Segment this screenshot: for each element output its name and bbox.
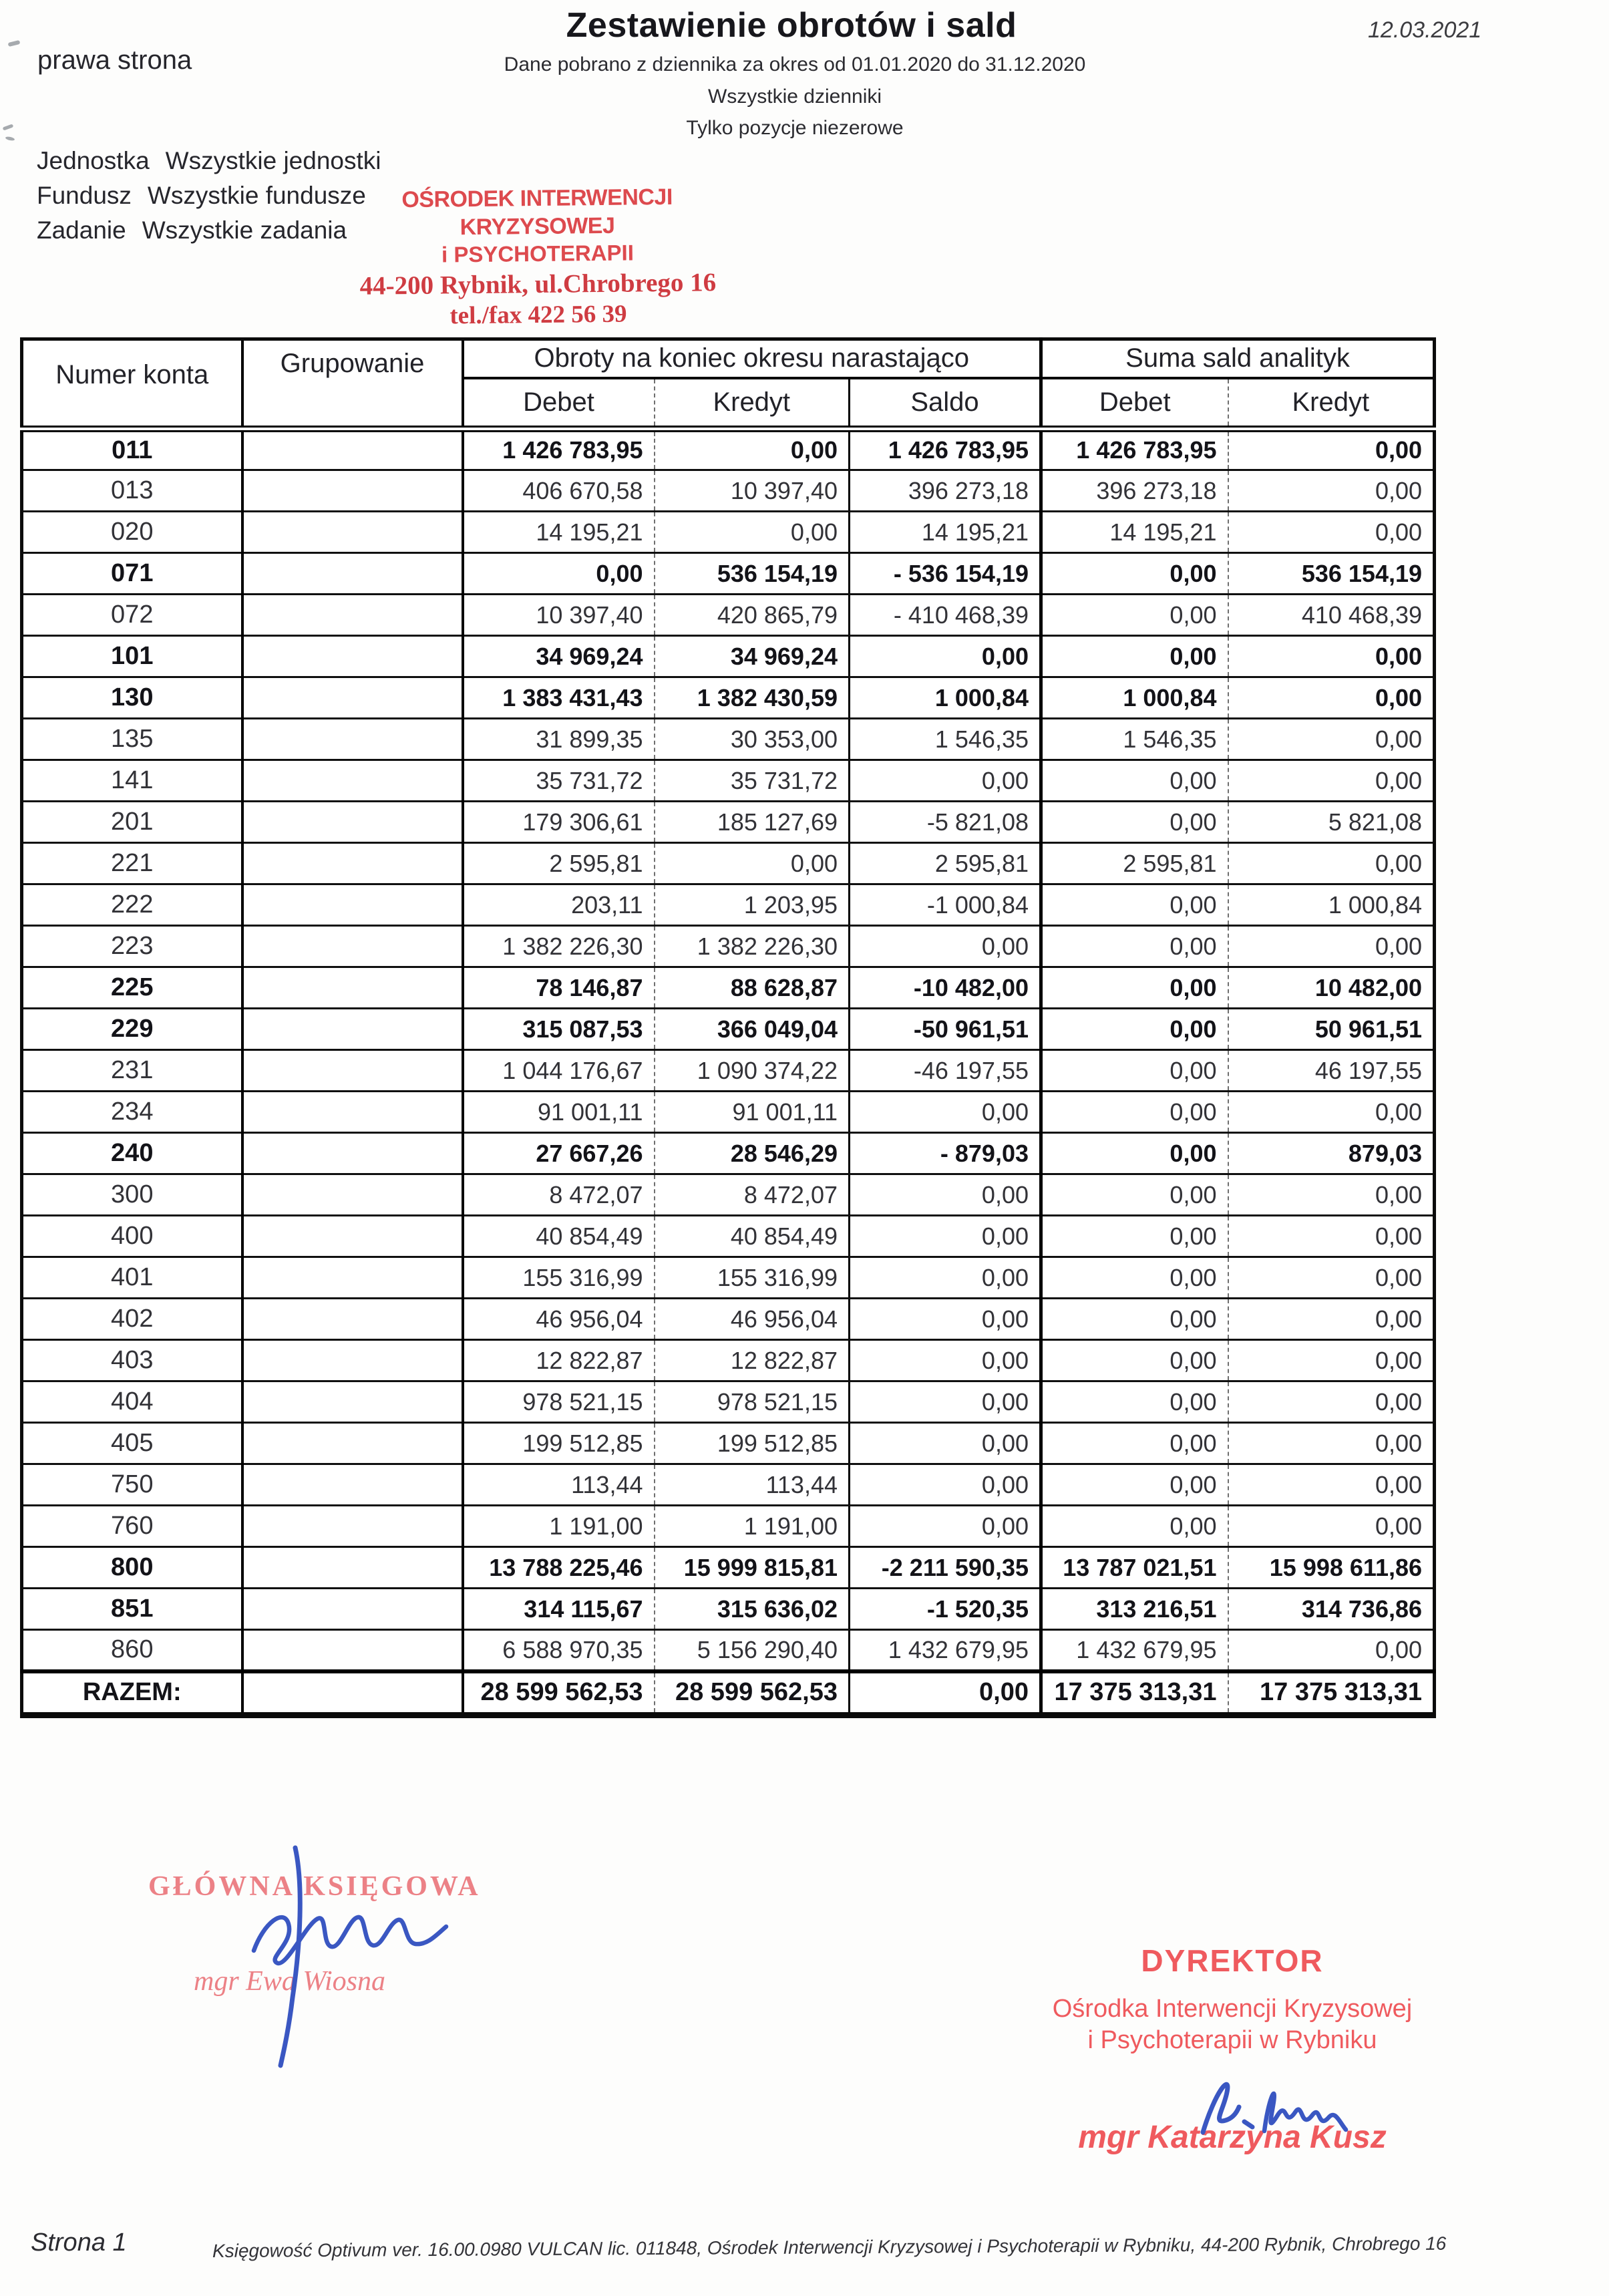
turnover-debit-cell: 12 822,87 (463, 1340, 655, 1381)
director-stamp-org1: Ośrodka Interwencji Kryzysowej (1052, 1995, 1413, 2023)
account-row (22, 677, 1435, 719)
account-row (22, 470, 1435, 512)
analytic-debit-cell: 13 787 021,51 (1041, 1547, 1228, 1589)
balance-cell: 0,00 (850, 1340, 1041, 1381)
turnover-credit-cell: 0,00 (655, 843, 850, 884)
turnover-credit-cell: 536 154,19 (655, 553, 850, 595)
account-row (22, 595, 1435, 636)
turnover-credit-cell: 1 382 430,59 (655, 677, 850, 719)
balance-cell: 1 432 679,95 (850, 1630, 1041, 1671)
account-row (22, 1009, 1435, 1050)
grouping-cell (242, 1589, 463, 1630)
col-header-debit: Debet (463, 378, 655, 429)
account-row (22, 1547, 1435, 1589)
turnover-debit-cell: 406 670,58 (463, 470, 655, 512)
balance-cell: 0,00 (850, 636, 1041, 677)
analytic-credit-cell: 0,00 (1228, 843, 1435, 884)
account-row (22, 1257, 1435, 1299)
col-header-account: Numer konta (22, 339, 242, 429)
turnover-credit-cell: 1 090 374,22 (655, 1050, 850, 1092)
grouping-cell (242, 677, 463, 719)
analytic-credit-cell: 0,00 (1228, 1299, 1435, 1340)
analytic-credit-cell: 10 482,00 (1228, 967, 1435, 1009)
account-number-cell: 240 (22, 1133, 242, 1174)
account-number-cell: 400 (22, 1216, 242, 1257)
turnover-debit-cell: 203,11 (463, 884, 655, 926)
turnover-credit-cell: 46 956,04 (655, 1299, 850, 1340)
balance-cell: - 879,03 (850, 1133, 1041, 1174)
turnover-credit-cell: 40 854,49 (655, 1216, 850, 1257)
account-number-cell: 071 (22, 553, 242, 595)
turnover-debit-cell: 31 899,35 (463, 719, 655, 760)
turnover-credit-cell: 155 316,99 (655, 1257, 850, 1299)
turnover-credit-cell: 5 156 290,40 (655, 1630, 850, 1671)
journals-line: Wszystkie dzienniki (707, 86, 882, 108)
analytic-debit-cell: 1 000,84 (1041, 677, 1228, 719)
balance-cell: -50 961,51 (850, 1009, 1041, 1050)
account-row (22, 553, 1435, 595)
grouping-cell (242, 1050, 463, 1092)
grouping-cell (242, 429, 463, 470)
turnover-credit-cell: 35 731,72 (655, 760, 850, 802)
account-number-cell: 135 (22, 719, 242, 760)
analytic-credit-cell: 0,00 (1228, 470, 1435, 512)
director-signature-icon (1192, 2063, 1353, 2146)
grouping-cell (242, 470, 463, 512)
turnover-debit-cell: 34 969,24 (463, 636, 655, 677)
grouping-cell (242, 553, 463, 595)
analytic-credit-cell: 50 961,51 (1228, 1009, 1435, 1050)
account-number-cell: 300 (22, 1174, 242, 1216)
account-number-cell: 072 (22, 595, 242, 636)
analytic-credit-cell: 0,00 (1228, 636, 1435, 677)
stamp-line: 44-200 Rybnik, ul.Chrobrego 16 (359, 268, 717, 301)
director-stamp-role: DYREKTOR (1141, 1943, 1324, 1978)
balance-cell: 0,00 (850, 1423, 1041, 1464)
account-number-cell: 101 (22, 636, 242, 677)
filter-value: Wszystkie fundusze (147, 182, 366, 209)
analytic-debit-cell: 0,00 (1041, 1299, 1228, 1340)
turnover-debit-cell: 1 426 783,95 (463, 429, 655, 470)
turnover-debit-cell: 1 383 431,43 (463, 677, 655, 719)
turnover-debit-cell: 314 115,67 (463, 1589, 655, 1630)
analytic-debit-cell: 1 426 783,95 (1041, 429, 1228, 470)
turnover-credit-cell: 30 353,00 (655, 719, 850, 760)
accountant-stamp-role: GŁÓWNA KSIĘGOWA (148, 1871, 481, 1902)
balance-cell: -1 520,35 (850, 1589, 1041, 1630)
account-number-cell: 860 (22, 1630, 242, 1671)
analytic-debit-cell: 0,00 (1041, 926, 1228, 967)
grouping-cell (242, 1464, 463, 1506)
grouping-cell (242, 1671, 463, 1715)
analytic-credit-cell: 0,00 (1228, 1340, 1435, 1381)
grouping-cell (242, 967, 463, 1009)
grouping-cell (242, 1423, 463, 1464)
turnover-debit-cell: 46 956,04 (463, 1299, 655, 1340)
turnover-credit-cell: 315 636,02 (655, 1589, 850, 1630)
turnover-debit-cell: 978 521,15 (463, 1381, 655, 1423)
balance-cell: 0,00 (850, 926, 1041, 967)
turnover-debit-cell: 35 731,72 (463, 760, 655, 802)
stamp-line: tel./fax 422 56 39 (450, 300, 627, 330)
page-title: Zestawienie obrotów i sald (566, 6, 1017, 45)
account-number-cell: 011 (22, 429, 242, 470)
balance-cell: 0,00 (850, 1506, 1041, 1547)
stamp-line: OŚRODEK INTERWENCJI KRYZYSOWEJ (401, 184, 673, 240)
grouping-cell (242, 1174, 463, 1216)
account-row (22, 1174, 1435, 1216)
grouping-cell (242, 1092, 463, 1133)
balance-cell: 1 426 783,95 (850, 429, 1041, 470)
turnover-credit-cell: 28 599 562,53 (655, 1671, 850, 1715)
analytic-credit-cell: 314 736,86 (1228, 1589, 1435, 1630)
account-row (22, 512, 1435, 553)
page-number: Strona 1 (31, 2229, 127, 2257)
analytic-credit-cell: 0,00 (1228, 926, 1435, 967)
account-number-cell: 405 (22, 1423, 242, 1464)
analytic-debit-cell: 0,00 (1041, 1423, 1228, 1464)
grouping-cell (242, 843, 463, 884)
analytic-debit-cell: 0,00 (1041, 1464, 1228, 1506)
filter-value: Wszystkie jednostki (165, 147, 381, 174)
grouping-cell (242, 1257, 463, 1299)
turnover-debit-cell: 315 087,53 (463, 1009, 655, 1050)
account-number-cell: 201 (22, 802, 242, 843)
turnover-credit-cell: 113,44 (655, 1464, 850, 1506)
analytic-credit-cell: 0,00 (1228, 1257, 1435, 1299)
turnover-debit-cell: 14 195,21 (463, 512, 655, 553)
analytic-credit-cell: 46 197,55 (1228, 1050, 1435, 1092)
balance-cell: 1 000,84 (850, 677, 1041, 719)
account-row (22, 1050, 1435, 1092)
account-number-cell: 222 (22, 884, 242, 926)
analytic-credit-cell: 0,00 (1228, 719, 1435, 760)
grouping-cell (242, 636, 463, 677)
grouping-cell (242, 1547, 463, 1589)
turnover-debit-cell: 8 472,07 (463, 1174, 655, 1216)
analytic-credit-cell: 0,00 (1228, 1506, 1435, 1547)
account-row (22, 1506, 1435, 1547)
analytic-credit-cell: 0,00 (1228, 1216, 1435, 1257)
account-number-cell: 402 (22, 1299, 242, 1340)
col-header-credit: Kredyt (655, 378, 850, 429)
analytic-credit-cell: 0,00 (1228, 1630, 1435, 1671)
accountant-signature-icon (234, 1844, 454, 2074)
turnover-credit-cell: 91 001,11 (655, 1092, 850, 1133)
account-number-cell: 130 (22, 677, 242, 719)
filter-fundusz (37, 182, 381, 216)
filter-zadanie (37, 216, 381, 251)
turnover-credit-cell: 88 628,87 (655, 967, 850, 1009)
accounts-table (20, 337, 1436, 1718)
balance-cell: -5 821,08 (850, 802, 1041, 843)
analytic-debit-cell: 0,00 (1041, 760, 1228, 802)
balance-cell: 0,00 (850, 1174, 1041, 1216)
account-row (22, 719, 1435, 760)
balance-cell: - 536 154,19 (850, 553, 1041, 595)
grouping-cell (242, 719, 463, 760)
turnover-credit-cell: 28 546,29 (655, 1133, 850, 1174)
col-group-turnover: Obroty na koniec okresu narastająco (463, 339, 1041, 378)
turnover-debit-cell: 78 146,87 (463, 967, 655, 1009)
account-number-cell: 851 (22, 1589, 242, 1630)
turnover-credit-cell: 10 397,40 (655, 470, 850, 512)
account-row (22, 1216, 1435, 1257)
director-stamp-name: mgr Katarzyna Kusz (1078, 2120, 1387, 2155)
turnover-debit-cell: 199 512,85 (463, 1423, 655, 1464)
analytic-debit-cell: 396 273,18 (1041, 470, 1228, 512)
analytic-debit-cell: 0,00 (1041, 1133, 1228, 1174)
turnover-credit-cell: 366 049,04 (655, 1009, 850, 1050)
account-number-cell: 229 (22, 1009, 242, 1050)
balance-cell: 0,00 (850, 1299, 1041, 1340)
analytic-credit-cell: 0,00 (1228, 1464, 1435, 1506)
account-number-cell: 760 (22, 1506, 242, 1547)
turnover-debit-cell: 155 316,99 (463, 1257, 655, 1299)
analytic-credit-cell: 536 154,19 (1228, 553, 1435, 595)
analytic-debit-cell: 313 216,51 (1041, 1589, 1228, 1630)
account-number-cell: RAZEM: (22, 1671, 242, 1715)
analytic-credit-cell: 0,00 (1228, 429, 1435, 470)
analytic-credit-cell: 410 468,39 (1228, 595, 1435, 636)
account-row (22, 429, 1435, 470)
filter-value: Wszystkie zadania (142, 216, 347, 244)
stamp-line: i PSYCHOTERAPII (441, 240, 635, 267)
analytic-credit-cell: 5 821,08 (1228, 802, 1435, 843)
turnover-debit-cell: 1 044 176,67 (463, 1050, 655, 1092)
analytic-credit-cell: 0,00 (1228, 760, 1435, 802)
balance-cell: 0,00 (850, 1464, 1041, 1506)
grouping-cell (242, 1340, 463, 1381)
accountant-stamp-name: mgr Ewa Wiosna (194, 1966, 386, 1997)
analytic-debit-cell: 0,00 (1041, 1092, 1228, 1133)
turnover-debit-cell: 6 588 970,35 (463, 1630, 655, 1671)
analytic-debit-cell: 0,00 (1041, 1009, 1228, 1050)
total-row (22, 1671, 1435, 1715)
turnover-credit-cell: 1 203,95 (655, 884, 850, 926)
turnover-debit-cell: 2 595,81 (463, 843, 655, 884)
balance-cell: 0,00 (850, 1092, 1041, 1133)
analytic-debit-cell: 0,00 (1041, 1340, 1228, 1381)
grouping-cell (242, 884, 463, 926)
grouping-cell (242, 1009, 463, 1050)
balance-cell: 2 595,81 (850, 843, 1041, 884)
turnover-credit-cell: 1 382 226,30 (655, 926, 850, 967)
account-row (22, 1630, 1435, 1671)
account-row (22, 1092, 1435, 1133)
account-row (22, 1464, 1435, 1506)
balance-cell: -46 197,55 (850, 1050, 1041, 1092)
turnover-credit-cell: 420 865,79 (655, 595, 850, 636)
account-row (22, 1133, 1435, 1174)
col-header-balance: Saldo (850, 378, 1041, 429)
grouping-cell (242, 1506, 463, 1547)
turnover-debit-cell: 10 397,40 (463, 595, 655, 636)
analytic-debit-cell: 0,00 (1041, 1174, 1228, 1216)
analytic-debit-cell: 1 546,35 (1041, 719, 1228, 760)
analytic-debit-cell: 0,00 (1041, 1506, 1228, 1547)
grouping-cell (242, 1133, 463, 1174)
turnover-debit-cell: 27 667,26 (463, 1133, 655, 1174)
balance-cell: 396 273,18 (850, 470, 1041, 512)
analytic-credit-cell: 0,00 (1228, 1174, 1435, 1216)
account-row (22, 884, 1435, 926)
account-row (22, 967, 1435, 1009)
turnover-debit-cell: 1 191,00 (463, 1506, 655, 1547)
turnover-debit-cell: 91 001,11 (463, 1092, 655, 1133)
col-group-balances: Suma sald analityk (1041, 339, 1435, 378)
account-row (22, 843, 1435, 884)
turnover-credit-cell: 0,00 (655, 429, 850, 470)
filter-label: Fundusz (37, 182, 132, 209)
balance-cell: 0,00 (850, 760, 1041, 802)
balance-cell: - 410 468,39 (850, 595, 1041, 636)
analytic-debit-cell: 0,00 (1041, 1381, 1228, 1423)
account-number-cell: 401 (22, 1257, 242, 1299)
account-number-cell: 221 (22, 843, 242, 884)
balance-cell: 0,00 (850, 1257, 1041, 1299)
turnover-debit-cell: 28 599 562,53 (463, 1671, 655, 1715)
side-note: prawa strona (37, 45, 192, 75)
turnover-credit-cell: 34 969,24 (655, 636, 850, 677)
balance-cell: -10 482,00 (850, 967, 1041, 1009)
analytic-credit-cell: 0,00 (1228, 1381, 1435, 1423)
analytic-debit-cell: 0,00 (1041, 553, 1228, 595)
account-number-cell: 020 (22, 512, 242, 553)
account-row (22, 760, 1435, 802)
account-number-cell: 234 (22, 1092, 242, 1133)
report-filters (37, 147, 381, 251)
account-number-cell: 404 (22, 1381, 242, 1423)
grouping-cell (242, 1299, 463, 1340)
turnover-credit-cell: 199 512,85 (655, 1423, 850, 1464)
analytic-debit-cell: 2 595,81 (1041, 843, 1228, 884)
analytic-credit-cell: 15 998 611,86 (1228, 1547, 1435, 1589)
account-number-cell: 225 (22, 967, 242, 1009)
analytic-debit-cell: 0,00 (1041, 1050, 1228, 1092)
account-row (22, 802, 1435, 843)
turnover-debit-cell: 1 382 226,30 (463, 926, 655, 967)
filter-label: Zadanie (37, 216, 126, 244)
turnover-credit-cell: 15 999 815,81 (655, 1547, 850, 1589)
grouping-cell (242, 760, 463, 802)
account-number-cell: 750 (22, 1464, 242, 1506)
account-number-cell: 800 (22, 1547, 242, 1589)
analytic-debit-cell: 1 432 679,95 (1041, 1630, 1228, 1671)
balance-cell: 0,00 (850, 1216, 1041, 1257)
balance-cell: -1 000,84 (850, 884, 1041, 926)
analytic-debit-cell: 0,00 (1041, 802, 1228, 843)
turnover-debit-cell: 40 854,49 (463, 1216, 655, 1257)
nonzero-line: Tylko pozycje niezerowe (686, 117, 904, 139)
grouping-cell (242, 1630, 463, 1671)
grouping-cell (242, 802, 463, 843)
grouping-cell (242, 595, 463, 636)
organization-stamp (337, 182, 739, 332)
balance-cell: 0,00 (850, 1381, 1041, 1423)
account-row (22, 636, 1435, 677)
analytic-credit-cell: 1 000,84 (1228, 884, 1435, 926)
account-number-cell: 231 (22, 1050, 242, 1092)
balance-cell: 1 546,35 (850, 719, 1041, 760)
period-line: Dane pobrano z dziennika za okres od 01.01.2020 do 31.12.2020 (504, 53, 1086, 75)
grouping-cell (242, 512, 463, 553)
turnover-credit-cell: 978 521,15 (655, 1381, 850, 1423)
turnover-debit-cell: 0,00 (463, 553, 655, 595)
turnover-debit-cell: 13 788 225,46 (463, 1547, 655, 1589)
turnover-credit-cell: 185 127,69 (655, 802, 850, 843)
turnover-debit-cell: 113,44 (463, 1464, 655, 1506)
analytic-debit-cell: 0,00 (1041, 884, 1228, 926)
col-header-an-credit: Kredyt (1228, 378, 1435, 429)
analytic-debit-cell: 0,00 (1041, 967, 1228, 1009)
analytic-credit-cell: 0,00 (1228, 677, 1435, 719)
analytic-credit-cell: 0,00 (1228, 512, 1435, 553)
analytic-debit-cell: 0,00 (1041, 1216, 1228, 1257)
account-number-cell: 403 (22, 1340, 242, 1381)
accounts-tbody (22, 429, 1435, 1715)
filter-jednostka (37, 147, 381, 182)
account-number-cell: 013 (22, 470, 242, 512)
account-row (22, 926, 1435, 967)
analytic-credit-cell: 0,00 (1228, 1092, 1435, 1133)
col-header-grouping: Grupowanie (242, 339, 463, 429)
grouping-cell (242, 1381, 463, 1423)
turnover-debit-cell: 179 306,61 (463, 802, 655, 843)
account-number-cell: 223 (22, 926, 242, 967)
account-number-cell: 141 (22, 760, 242, 802)
turnover-credit-cell: 8 472,07 (655, 1174, 850, 1216)
analytic-debit-cell: 0,00 (1041, 1257, 1228, 1299)
balance-cell: 0,00 (850, 1671, 1041, 1715)
report-date: 12.03.2021 (1368, 17, 1482, 43)
account-row (22, 1340, 1435, 1381)
turnover-credit-cell: 12 822,87 (655, 1340, 850, 1381)
turnover-credit-cell: 0,00 (655, 512, 850, 553)
balance-cell: -2 211 590,35 (850, 1547, 1041, 1589)
balance-cell: 14 195,21 (850, 512, 1041, 553)
account-row (22, 1589, 1435, 1630)
analytic-debit-cell: 0,00 (1041, 636, 1228, 677)
filter-label: Jednostka (37, 147, 150, 174)
analytic-credit-cell: 879,03 (1228, 1133, 1435, 1174)
analytic-credit-cell: 0,00 (1228, 1423, 1435, 1464)
account-row (22, 1381, 1435, 1423)
col-header-an-debit: Debet (1041, 378, 1228, 429)
account-row (22, 1423, 1435, 1464)
analytic-debit-cell: 14 195,21 (1041, 512, 1228, 553)
analytic-debit-cell: 0,00 (1041, 595, 1228, 636)
grouping-cell (242, 926, 463, 967)
turnover-credit-cell: 1 191,00 (655, 1506, 850, 1547)
analytic-credit-cell: 17 375 313,31 (1228, 1671, 1435, 1715)
footer-app-info: Księgowość Optivum ver. 16.00.0980 VULCAN lic. 011848, Ośrodek Interwencji Kryzysowej i Psychoterapii w Rybniku, 44-200 Rybnik, Chrobrego 16 (212, 2233, 1447, 2261)
analytic-debit-cell: 17 375 313,31 (1041, 1671, 1228, 1715)
director-stamp-org2: i Psychoterapii w Rybniku (1087, 2026, 1377, 2054)
grouping-cell (242, 1216, 463, 1257)
account-row (22, 1299, 1435, 1340)
